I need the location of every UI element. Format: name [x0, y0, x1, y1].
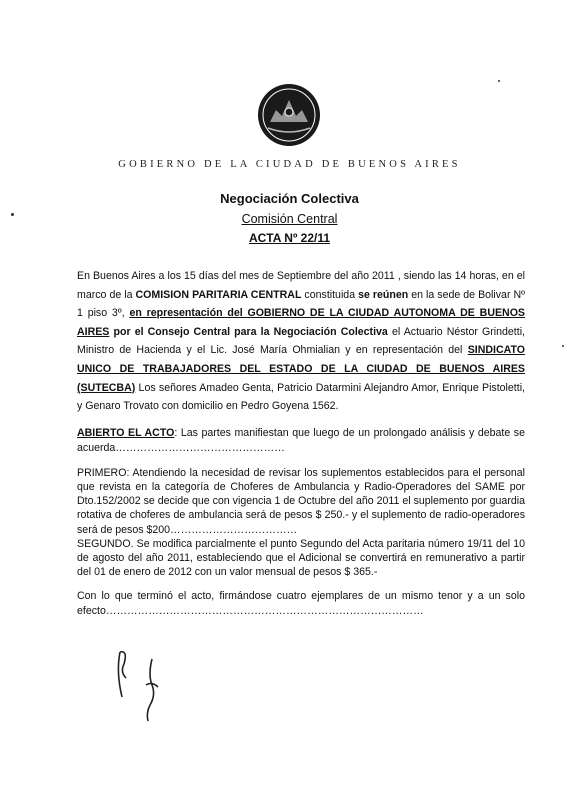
text-span: Los señores Amadeo Genta, Patricio Datarmini Alejandro Amor, Enrique Pistoletti, y Genaro Trovato con domicilio en Pedro Goyena 1562. [77, 381, 525, 413]
text-span: el Actuario Néstor Grindetti, Ministro de Hacienda y el Lic. José María Ohmialian y en representación del [77, 325, 525, 357]
text-span: constituida [301, 288, 359, 301]
paragraph-primero: PRIMERO: Atendiendo la necesidad de revisar los suplementos establecidos para el personal que revista en la categoría de Choferes de Ambulancia y Radio-Operadores del SAME por Dto.152/2002 se decide que con vigencia 1 de Octubre del año 2011 el suplemento por guardia rotativa de choferes de ambulancia será de pesos $ 250.- y el suplemento de radio-operadores será de pesos $200……………………………… [77, 466, 525, 536]
scan-speck [11, 213, 14, 216]
signature-2-icon [138, 655, 162, 725]
document-title: Negociación Colectiva [220, 191, 359, 206]
scan-speck [498, 80, 500, 82]
text-span: En Buenos Aires a los 15 días del mes de Septiembre del año 2011 , siendo las 14 horas, en el marco de la [77, 270, 525, 301]
government-header: GOBIERNO DE LA CIUDAD DE BUENOS AIRES [118, 159, 461, 170]
text-span-bold-underline: en representación del GOBIERNO DE LA CIUDAD AUTONOMA DE BUENOS AIRES [77, 307, 525, 338]
text-span-bold: se reúnen [358, 288, 409, 301]
paragraph-segundo: SEGUNDO. Se modifica parcialmente el punto Segundo del Acta paritaria número 19/11 del 10 de agosto del año 2011, estableciendo que el Adicional se convertirá en remunerativo a partir del 01 de enero de 2012 con un valor mensual de pesos $ 365.- [77, 537, 525, 579]
text-span: en la sede de Bolivar Nº 1 piso 3º, [77, 288, 526, 320]
acta-number: ACTA Nº 22/11 [248, 231, 331, 245]
text-span-bold-underline: SINDICATO UNICO DE TRABAJADORES DEL ESTADO DE LA CIUDAD DE BUENOS AIRES (SUTECBA) [77, 344, 525, 394]
paragraph-closing: Con lo que terminó el acto, firmándose cuatro ejemplares de un mismo tenor y a un solo efecto……………………………………………………………………………… [77, 590, 525, 618]
text-span-bold: COMISION PARITARIA CENTRAL [135, 288, 302, 301]
document-body [77, 267, 525, 619]
title-block [0, 191, 579, 245]
scan-speck [562, 345, 564, 347]
paragraph-opening [77, 267, 525, 416]
text-span: : Las partes manifiestan que luego de un prolongado análisis y debate se acuerda………………………………………… [77, 426, 526, 454]
paragraph-abierto [77, 426, 525, 456]
document-subtitle: Comisión Central [241, 212, 338, 226]
text-span-bold-underline: ABIERTO EL ACTO [77, 426, 175, 439]
city-seal-icon [256, 82, 322, 148]
text-span-bold: por el Consejo Central para la Negociación Colectiva [113, 325, 388, 338]
